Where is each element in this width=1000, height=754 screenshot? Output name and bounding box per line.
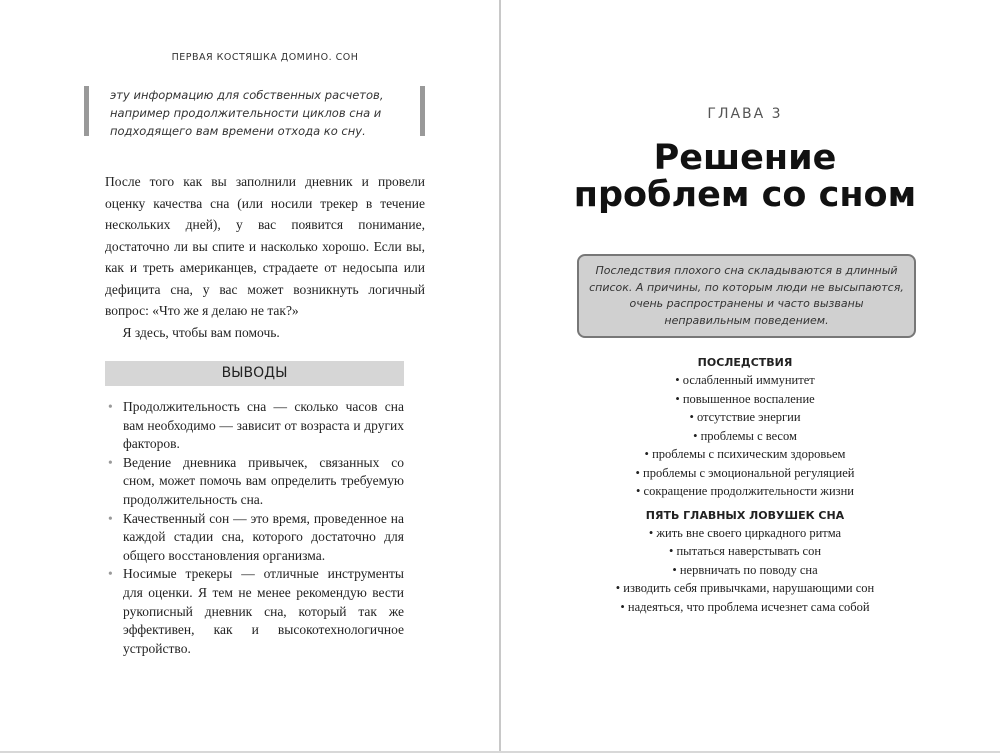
quote-bar-left	[84, 86, 89, 136]
list-item-text: Носимые трекеры — отличные инструменты для оценки. Я тем не менее рекомендую вести рукописный дневник сна, который так же эффективен, как и высокотехнологичное устройство.	[123, 566, 404, 656]
list-item-text: Продолжительность сна — сколько часов сна вам необходимо — зависит от возраста и других факторов.	[123, 399, 404, 452]
list-item: • повышенное воспаление	[675, 391, 815, 406]
list-item: • отсутствие энергии	[689, 410, 801, 424]
traps-heading: ПЯТЬ ГЛАВНЫХ ЛОВУШЕК СНА	[645, 508, 845, 522]
page-divider	[499, 0, 501, 752]
list-item: • ослабленный иммунитет	[675, 373, 815, 387]
conclusions-heading: ВЫВОДЫ	[105, 361, 404, 386]
list-item-text: изводить себя привычками, нарушающими сон	[623, 581, 875, 595]
list-item: • проблемы с весом	[693, 428, 797, 443]
list-item-text: пытаться наверстывать сон	[676, 544, 822, 558]
bullet-icon: •	[108, 566, 113, 582]
list-item-text: жить вне своего циркадного ритма	[656, 525, 842, 540]
list-item: • пытаться наверстывать сон	[668, 544, 822, 558]
list-item-text: отсутствие энергии	[696, 410, 801, 424]
paragraph: После того как вы заполнили дневник и провели оценку качества сна (или носили трекер в течение нескольких дней), у вас появится понимание, достаточно ли вы спите и насколько хорошо. Если вы, как и треть американцев, страдаете от недосыпа или дефицита сна, у вас может возникнуть логичный вопрос: «Что же я делаю не так?»	[105, 174, 425, 318]
list-item-text: сокращение продолжительности жизни	[643, 484, 854, 498]
bullet-icon: •	[108, 454, 113, 470]
list-item-text: Качественный сон — это время, проведенное на каждой стадии сна, которого достаточно для общего восстановления организма.	[123, 510, 404, 563]
list-item-text: ослабленный иммунитет	[682, 373, 815, 387]
list-item-text: Ведение дневника привычек, связанных со сном, может помочь вам определить требуемую продолжительность сна.	[123, 454, 404, 507]
consequences-heading: ПОСЛЕДСТВИЯ	[697, 356, 793, 369]
right-page-body	[560, 106, 930, 616]
chapter-title: Решение проблем со сном	[573, 138, 917, 215]
bullet-icon: •	[108, 510, 113, 526]
list-item-text: надеяться, что проблема исчезнет сама собой	[627, 599, 870, 614]
list-item: • нервничать по поводу сна	[672, 562, 818, 577]
list-item-text: нервничать по поводу сна	[679, 562, 818, 577]
summary-box: Последствия плохого сна складываются в длинный список. А причины, по которым люди не высыпаются, очень распространены и часто вызваны неправильным поведением.	[577, 254, 916, 338]
list-item: • надеяться, что проблема исчезнет сама собой	[620, 599, 870, 614]
list-item-text: повышенное воспаление	[682, 391, 815, 406]
body-text	[105, 171, 425, 343]
list-item-text: проблемы с весом	[700, 428, 797, 443]
list-item-text: проблемы с эмоциональной регуляцией	[643, 465, 855, 480]
page-bottom-edge	[0, 751, 1000, 753]
list-item: • изводить себя привычками, нарушающими сон	[615, 581, 875, 595]
list-item: • сокращение продолжительности жизни	[636, 484, 854, 498]
list-item: • проблемы с эмоциональной регуляцией	[635, 465, 855, 480]
list-item	[105, 454, 404, 510]
consequences-list	[560, 371, 930, 501]
bullet-icon: •	[108, 399, 113, 414]
list-item-text: проблемы с психическим здоровьем	[652, 447, 846, 461]
conclusions-list	[105, 398, 404, 658]
list-item	[105, 398, 404, 454]
quote-text: эту информацию для собственных расчетов, например продолжительности циклов сна и подходящего вам времени отхода ко сну.	[110, 88, 384, 138]
traps-list	[560, 524, 930, 617]
chapter-label: ГЛАВА 3	[707, 106, 783, 122]
running-head: ПЕРВАЯ КОСТЯШКА ДОМИНО. СОН	[171, 52, 359, 63]
list-item	[105, 510, 404, 566]
list-item	[105, 565, 404, 658]
list-item: • проблемы с психическим здоровьем	[644, 447, 846, 461]
left-page-body	[105, 171, 425, 658]
list-item: • жить вне своего циркадного ритма	[648, 525, 842, 540]
paragraph: Я здесь, чтобы вам помочь.	[122, 324, 280, 340]
quote-bar-right	[420, 86, 425, 136]
